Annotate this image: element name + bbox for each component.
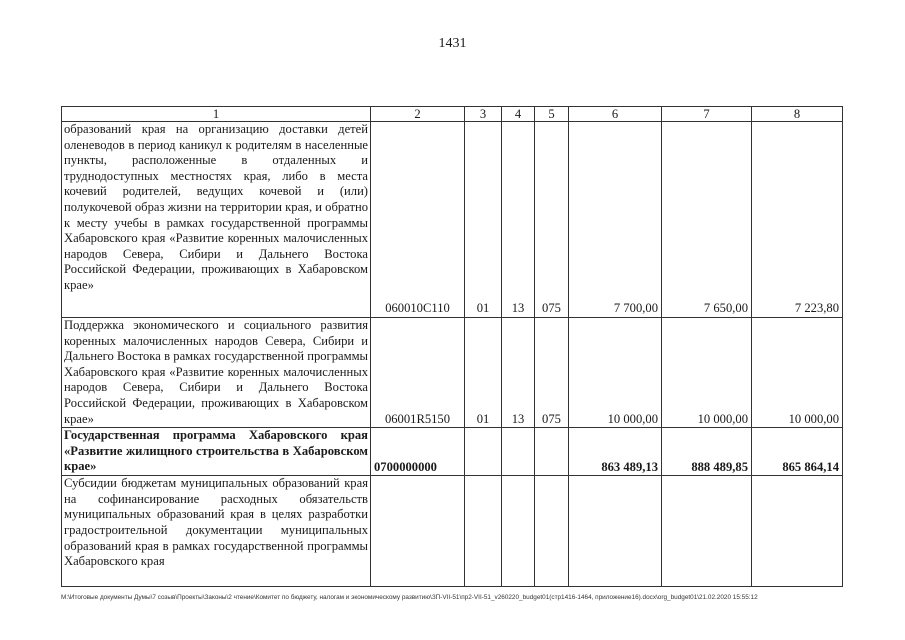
table-row	[62, 476, 843, 587]
row-value-col6	[569, 476, 662, 587]
row-subsection	[502, 476, 535, 587]
row-value-col6: 10 000,00	[569, 318, 662, 428]
row-expense-type	[535, 476, 569, 587]
row-section: 01	[465, 318, 502, 428]
row-description: Поддержка экономического и социального развития коренных малочисленных народов Севера, Сибири и Дальнего Востока в рамках государственной программы Хабаровского края «Развитие коренных малочисленных народов Севера, Сибири и Дальнего Востока Российской Федерации, проживающих в Хабаровском крае»	[62, 318, 371, 428]
row-expense-type: 075	[535, 122, 569, 318]
header-col-5: 5	[535, 107, 569, 122]
row-description: образований края на организацию доставки детей оленеводов в период каникул к родителям в населенные пункты, расположенные в отдаленных и труднодоступных местностях края, либо в места кочевий родителей, ведущих кочевой и (или) полукочевой образ жизни на территории края, и обратно к месту учебы в рамках государственной программы Хабаровского края «Развитие коренных малочисленных народов Севера, Сибири и Дальнего Востока Российской Федерации, проживающих в Хабаровском крае»	[62, 122, 371, 318]
row-value-col8: 865 864,14	[752, 428, 843, 476]
row-subsection: 13	[502, 122, 535, 318]
row-code: 0700000000	[371, 428, 465, 476]
row-expense-type	[535, 428, 569, 476]
row-expense-type: 075	[535, 318, 569, 428]
document-footer-path: M:\Итоговые документы Думы\7 созыв\Проекты\Законы\2 чтение\Комитет по бюджету, налогам и экономическому развитию\ЗП-VII-51\пр2-VII-51_v260220_budget01(стр1416-1464, приложение16).docx\org_budget01\21.02.2020 15:55:12	[61, 594, 758, 601]
row-value-col7	[662, 476, 752, 587]
table-header-row	[62, 107, 843, 122]
row-value-col6: 863 489,13	[569, 428, 662, 476]
header-col-6: 6	[569, 107, 662, 122]
row-description: Государственная программа Хабаровского края «Развитие жилищного строительства в Хабаровском крае»	[62, 428, 371, 476]
row-value-col8: 7 223,80	[752, 122, 843, 318]
header-col-3: 3	[465, 107, 502, 122]
row-section	[465, 428, 502, 476]
header-col-8: 8	[752, 107, 843, 122]
row-code: 060010С110	[371, 122, 465, 318]
row-value-col8	[752, 476, 843, 587]
header-col-2: 2	[371, 107, 465, 122]
row-code	[371, 476, 465, 587]
row-value-col7: 888 489,85	[662, 428, 752, 476]
header-col-7: 7	[662, 107, 752, 122]
row-value-col6: 7 700,00	[569, 122, 662, 318]
table-row	[62, 122, 843, 318]
row-section	[465, 476, 502, 587]
table-row	[62, 428, 843, 476]
page-number: 1431	[438, 36, 467, 51]
row-value-col7: 7 650,00	[662, 122, 752, 318]
row-value-col8: 10 000,00	[752, 318, 843, 428]
row-section: 01	[465, 122, 502, 318]
header-col-1: 1	[62, 107, 371, 122]
table-row	[62, 318, 843, 428]
row-value-col7: 10 000,00	[662, 318, 752, 428]
row-subsection	[502, 428, 535, 476]
row-description: Субсидии бюджетам муниципальных образований края на софинансирование расходных обязательств муниципальных образований края в целях разработки градостроительной документации муниципальных образований края в рамках государственной программы Хабаровского края	[62, 476, 371, 587]
row-subsection: 13	[502, 318, 535, 428]
header-col-4: 4	[502, 107, 535, 122]
row-code: 06001R5150	[371, 318, 465, 428]
budget-table	[61, 106, 843, 587]
